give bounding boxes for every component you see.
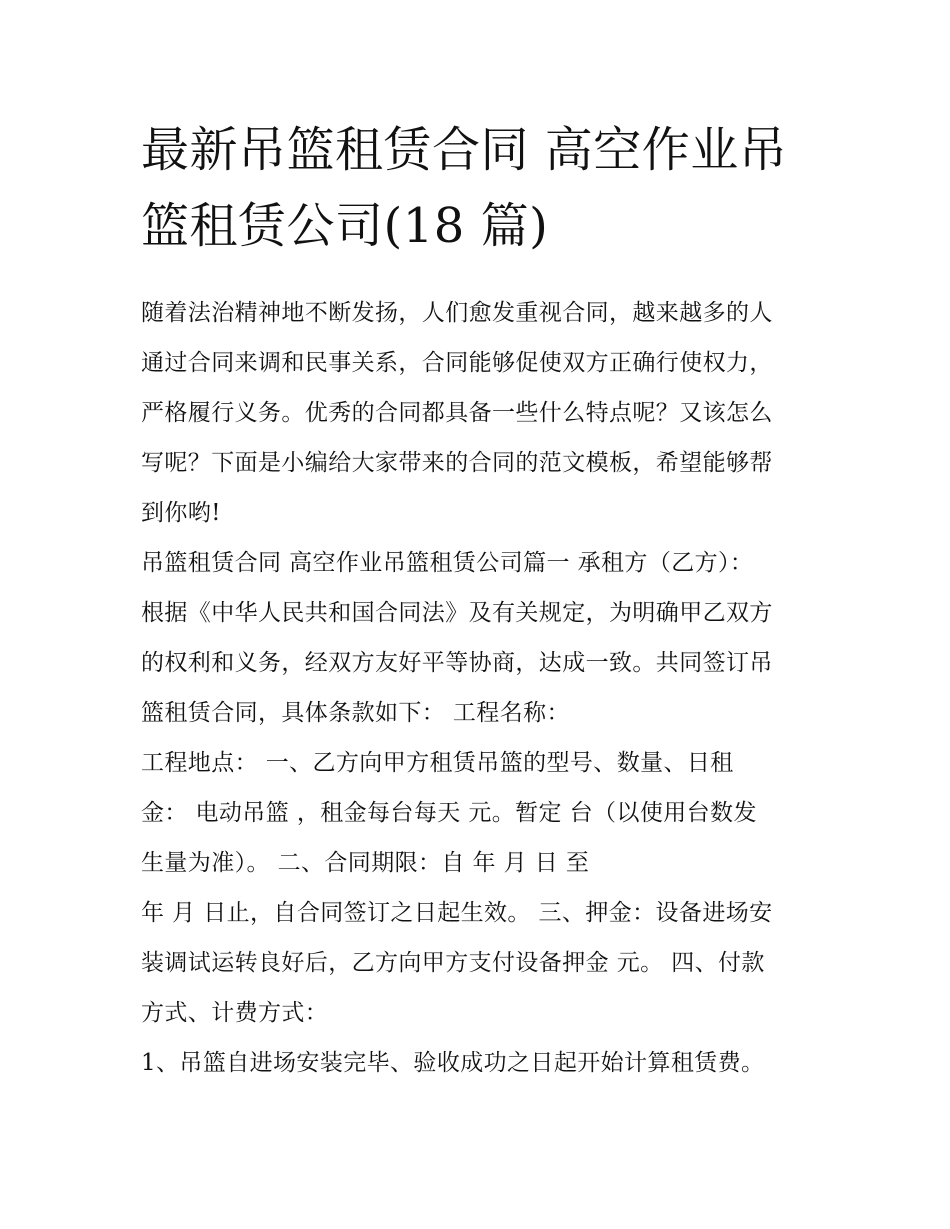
title-line-2: 篮租赁公司(18 篇): [141, 198, 549, 254]
body-line-13: 年 月 日止，自合同签订之日起生效。 三、押金：设备进场安: [141, 900, 773, 926]
body-line-2: 通过合同来调和民事关系，合同能够促使双方正确行使权力，: [141, 350, 773, 376]
body-line-15: 方式、计费方式：: [141, 1000, 329, 1026]
body-line-4: 写呢？下面是小编给大家带来的合同的范文模板，希望能够帮: [141, 450, 773, 476]
body-line-7: 根据《中华人民共和国合同法》及有关规定，为明确甲乙双方: [141, 600, 773, 626]
body-line-16: 1、吊篮自进场安装完毕、验收成功之日起开始计算租赁费。: [141, 1050, 765, 1076]
body-line-8: 的权利和义务，经双方友好平等协商，达成一致。共同签订吊: [141, 650, 773, 676]
body-line-11: 金： 电动吊篮 ，租金每台每天 元。暂定 台（以使用台数发: [141, 800, 757, 826]
document-title: [141, 112, 821, 264]
body-line-9: 篮租赁合同，具体条款如下： 工程名称：: [141, 700, 570, 726]
document-content: [141, 112, 821, 1088]
title-line-1: 最新吊篮租赁合同 高空作业吊: [141, 122, 788, 178]
document-body: [141, 288, 821, 1088]
body-line-6: 吊篮租赁合同 高空作业吊篮租赁公司篇一 承租方（乙方）：: [141, 550, 754, 576]
body-line-14: 装调试运转良好后，乙方向甲方支付设备押金 元。 四、付款: [141, 950, 765, 976]
body-line-10: 工程地点： 一、乙方向甲方租赁吊篮的型号、数量、日租: [141, 750, 734, 776]
body-line-5: 到你哟!: [141, 500, 221, 526]
body-line-1: 随着法治精神地不断发扬，人们愈发重视合同，越来越多的人: [141, 300, 773, 326]
body-line-3: 严格履行义务。优秀的合同都具备一些什么特点呢？又该怎么: [141, 400, 773, 426]
body-line-12: 生量为准）。 二、合同期限：自 年 月 日 至: [141, 850, 590, 876]
